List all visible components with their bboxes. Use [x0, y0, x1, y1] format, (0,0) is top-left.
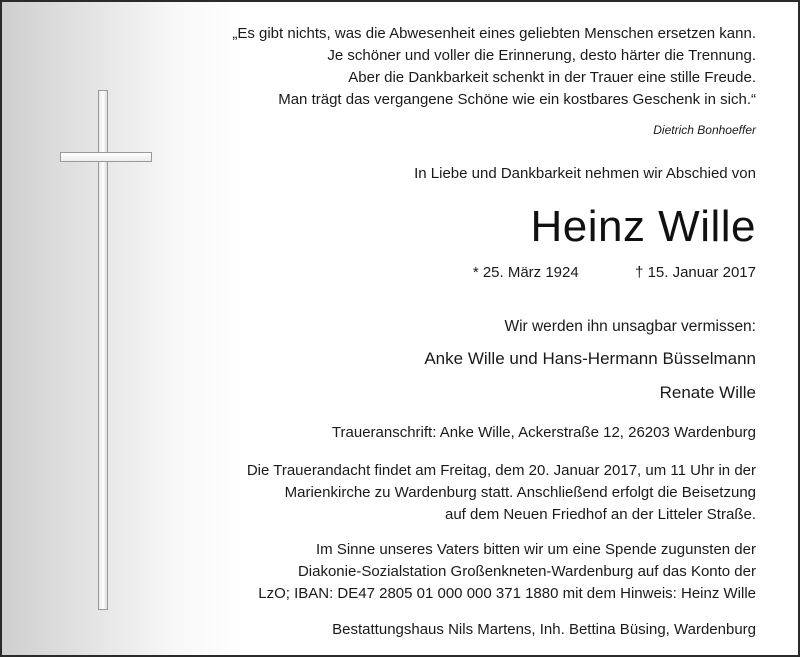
birth-date: * 25. März 1924 — [472, 264, 579, 281]
quote-line: Aber die Dankbarkeit schenkt in der Trauer eine stille Freude. — [348, 69, 756, 86]
mourning-address: Traueranschrift: Anke Wille, Ackerstraße 12, 26203 Wardenburg — [331, 424, 756, 441]
deceased-name: Heinz Wille — [530, 202, 756, 251]
service-line: Marienkirche zu Wardenburg statt. Anschließend erfolgt die Beisetzung — [284, 484, 756, 501]
life-dates — [473, 264, 756, 281]
cross-icon — [98, 90, 108, 610]
death-date: † 15. Januar 2017 — [635, 264, 756, 281]
donation-line: Diakonie-Sozialstation Großenkneten-Wardenburg auf das Konto der — [297, 563, 756, 580]
service-line: auf dem Neuen Friedhof an der Litteler Straße. — [444, 506, 756, 523]
mourner-name: Renate Wille — [659, 383, 756, 402]
farewell-intro: In Liebe und Dankbarkeit nehmen wir Abschied von — [414, 165, 756, 182]
bonhoeffer-quote — [232, 23, 756, 111]
mourners-heading: Wir werden ihn unsagbar vermissen: — [504, 318, 756, 335]
quote-line: „Es gibt nichts, was die Abwesenheit eines geliebten Menschen ersetzen kann. — [232, 25, 756, 42]
funeral-home: Bestattungshaus Nils Martens, Inh. Bettina Büsing, Wardenburg — [332, 621, 756, 638]
quote-author: Dietrich Bonhoeffer — [653, 123, 756, 137]
donation-line: LzO; IBAN: DE47 2805 01 000 000 371 1880 mit dem Hinweis: Heinz Wille — [258, 585, 756, 602]
donation-info — [258, 539, 756, 605]
quote-line: Man trägt das vergangene Schöne wie ein kostbares Geschenk in sich.“ — [278, 91, 756, 108]
service-info — [247, 460, 756, 526]
quote-line: Je schöner und voller die Erinnerung, desto härter die Trennung. — [327, 47, 756, 64]
service-line: Die Trauerandacht findet am Freitag, dem 20. Januar 2017, um 11 Uhr in der — [246, 462, 756, 479]
donation-line: Im Sinne unseres Vaters bitten wir um eine Spende zugunsten der — [316, 541, 756, 558]
mourner-name: Anke Wille und Hans-Hermann Büsselmann — [424, 349, 756, 368]
cross-icon-crossbar — [60, 152, 152, 162]
